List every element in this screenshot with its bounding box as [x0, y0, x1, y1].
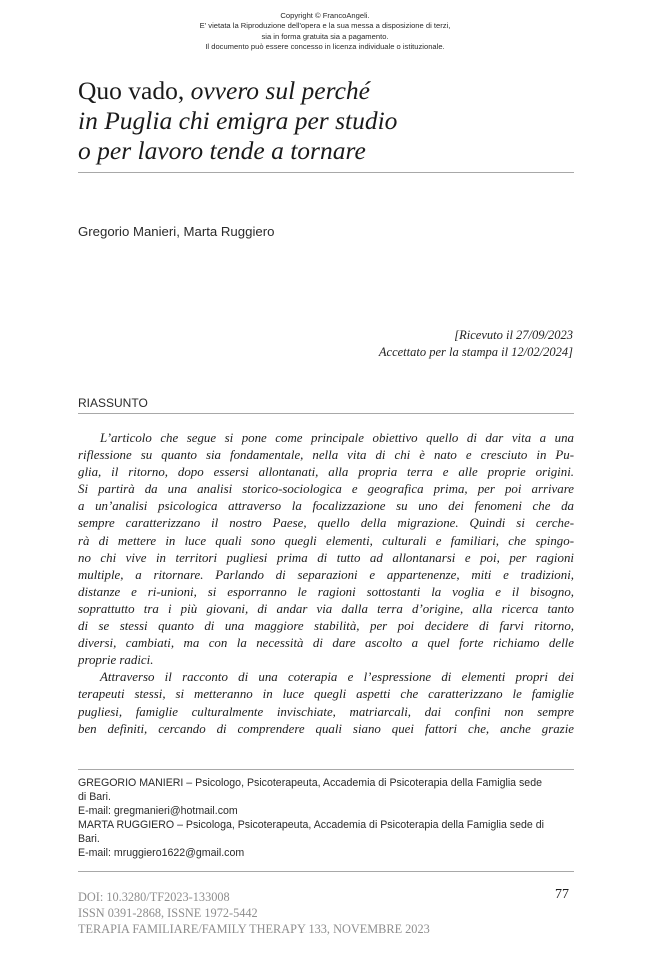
- affiliation-line: di Bari.: [78, 791, 111, 804]
- copyright-notice: [0, 11, 650, 53]
- abstract-line: no chi vive in territori pugliesi prima di tutto ad allontanarsi e poi, per ragioni: [78, 550, 574, 565]
- journal-info: TERAPIA FAMILIARE/FAMILY THERAPY 133, NOVEMBRE 2023: [78, 922, 430, 937]
- abstract-line: L’articolo che segue si pone come principale obiettivo quello di dar vita a una: [100, 431, 574, 445]
- title-line-1: [78, 76, 578, 106]
- abstract-line: terapeuti stessi, si metteranno in luce quegli aspetti che caratterizzano le famiglie: [78, 687, 574, 702]
- abstract-line: Si partirà da una analisi storico-sociologica e geografica prima, per poi arrivare: [78, 482, 574, 497]
- abstract-line: proprie radici.: [78, 653, 154, 668]
- affiliation-email[interactable]: E-mail: mruggiero1622@gmail.com: [78, 847, 245, 860]
- abstract-line: ben definiti, cercando di comprendere quali siano quei fattori che, anche grazie: [78, 721, 574, 736]
- author-affiliations: [78, 776, 578, 861]
- abstract-line: diversi, cambiati, ma con la necessità di dare ascolto a quel forte richiamo delle: [78, 636, 574, 651]
- title-italic-part: ovvero sul perché: [190, 76, 370, 105]
- affiliations-rule: [78, 769, 574, 770]
- authors: Gregorio Manieri, Marta Ruggiero: [78, 224, 275, 239]
- abstract-line: Attraverso il racconto di una coterapia e l’espressione di elementi propri dei: [100, 670, 574, 685]
- affiliation-email[interactable]: E-mail: gregmanieri@hotmail.com: [78, 805, 238, 818]
- abstract-line: di se stessi quanto di una maggiore stabilità, per poi decidere di farvi ritorno,: [78, 619, 574, 634]
- abstract-heading: RIASSUNTO: [78, 396, 148, 410]
- affiliation-line: GREGORIO MANIERI – Psicologo, Psicoterapeuta, Accademia di Psicoterapia della Famiglia sede: [78, 777, 542, 789]
- abstract-line: soprattutto tra i più giovani, di andar via dalla terra d’origine, alla ricerca tanto: [78, 601, 574, 616]
- abstract-line: riflessione su quanto sia fondamentale, nella vita di chi è nato e cresciuto in Pu-: [78, 448, 574, 463]
- journal-footer: [78, 889, 430, 938]
- title-roman-part: Quo vado,: [78, 76, 191, 105]
- abstract-line: a un’analisi psicologica attraverso la focalizzazione su uno dei fenomeni che da: [78, 499, 574, 514]
- article-title: [78, 76, 578, 166]
- received-date: [Ricevuto il 27/09/2023: [454, 328, 573, 342]
- abstract-line: pugliesi, famiglie culturalmente invischiate, matriarcali, dai confini non sempre: [78, 704, 574, 719]
- page-number: 77: [555, 887, 569, 902]
- copyright-line: Il documento può essere concesso in licenza individuale o istituzionale.: [205, 42, 445, 52]
- doi[interactable]: DOI: 10.3280/TF2023-133008: [78, 890, 230, 904]
- abstract-line: distanze e ri-unioni, si esporranno le ragioni sottostanti la voglia e il bisogno,: [78, 584, 574, 599]
- abstract-line: rà di mettere in luce quali sono quegli elementi, culturali e familiari, che spingo-: [78, 533, 574, 548]
- title-line-3: o per lavoro tende a tornare: [78, 136, 366, 165]
- abstract-line: multiple, a ritornare. Parlando di separazioni e appartenenze, miti e tradizioni,: [78, 567, 574, 582]
- accepted-date: Accettato per la stampa il 12/02/2024]: [378, 345, 573, 359]
- title-line-2: in Puglia chi emigra per studio: [78, 106, 398, 135]
- title-rule: [78, 172, 574, 173]
- copyright-line: E' vietata la Riproduzione dell'opera e la sua messa a disposizione di terzi,: [199, 21, 451, 31]
- issn: ISSN 0391-2868, ISSNE 1972-5442: [78, 906, 258, 921]
- abstract-body: [78, 430, 574, 738]
- affiliation-line: MARTA RUGGIERO – Psicologa, Psicoterapeuta, Accademia di Psicoterapia della Famiglia sede di: [78, 819, 544, 832]
- copyright-line: sia in forma gratuita sia a pagamento.: [261, 31, 389, 41]
- abstract-heading-rule: [78, 413, 574, 414]
- abstract-line: glia, il ritorno, dopo essersi allontanati, alla propria terra e alle proprie origini.: [78, 465, 574, 480]
- received-accepted-dates: [379, 327, 573, 361]
- footer-rule: [78, 871, 574, 872]
- abstract-line: sempre caratterizzano il nostro Paese, quello della migrazione. Quindi si cerche-: [78, 516, 574, 531]
- copyright-line: Copyright © FrancoAngeli.: [280, 11, 370, 20]
- affiliation-line: Bari.: [78, 833, 100, 846]
